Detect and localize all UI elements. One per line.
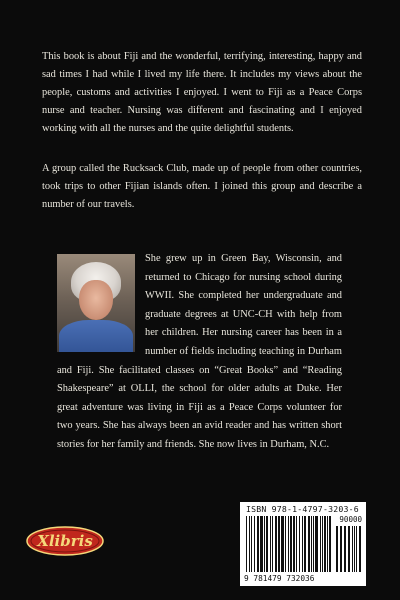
publisher-logo-text: Xlibris	[37, 532, 93, 550]
blurb-paragraph-2: A group called the Rucksack Club, made up of people from other countries, took trips to other Fijian islands often. I joined this group and describe a number of our travels.	[42, 163, 362, 210]
barcode-number: 9 781479 732036	[244, 574, 315, 583]
author-bio-container	[57, 250, 342, 455]
author-bio: She grew up in Green Bay, Wisconsin, and returned to Chicago for nursing school during WWII. She completed her undergraduate and graduate degrees at UNC-CH with help from her children. Her nursing career has been in a number of fields including teaching in Durham and Fiji. She facilitated classes on “Great Books” and “Reading Shakespeare” at OLLI, the school for older adults at Duke. Her great adventure was living in Fiji as a Peace Corps volunteer for two years. She has always been an avid reader and has written short stories for her family and friends. She now lives in Durham, N.C.	[57, 253, 342, 450]
barcode-bars	[246, 516, 362, 574]
isbn-text: ISBN 978-1-4797-3203-6	[246, 504, 359, 514]
barcode-addon: 90000	[339, 515, 362, 524]
blurb-paragraph-1: This book is about Fiji and the wonderful, terrifying, interesting, happy and sad times I had while I lived my life there. It includes my views about the people, customs and activities I enjoyed. I went to Fiji as a Peace Corps nurse and teacher. Nursing was different and fascinating and I enjoyed working with all the nurses and the quite delightful students.	[42, 51, 362, 134]
isbn-barcode	[240, 502, 366, 586]
publisher-logo	[26, 526, 104, 556]
